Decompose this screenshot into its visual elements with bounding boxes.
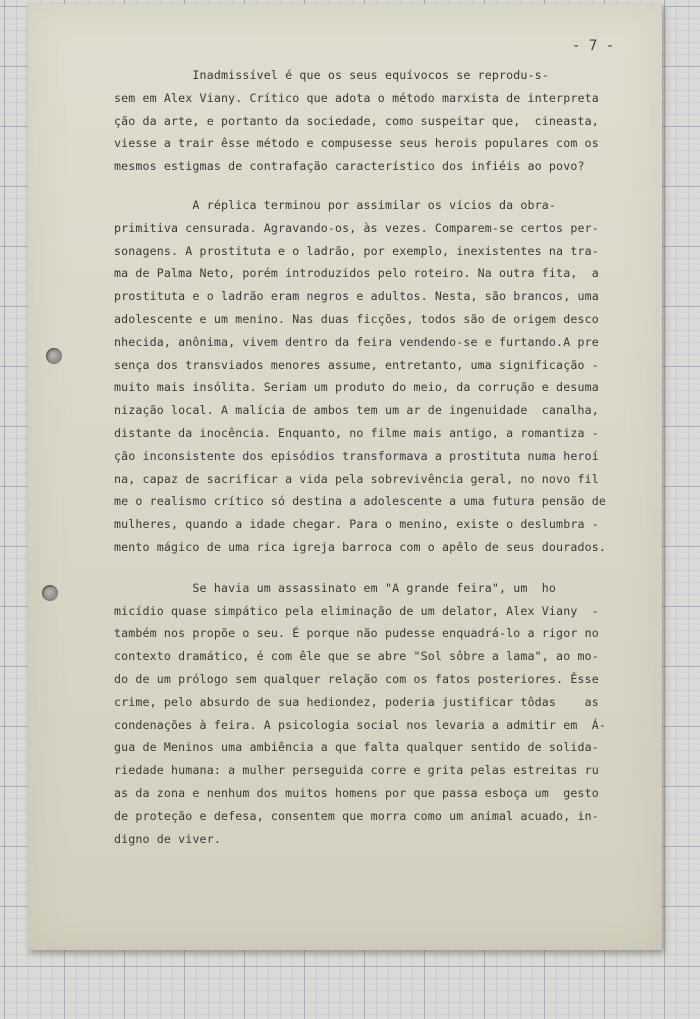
paragraph-3 — [114, 577, 654, 851]
text-line: as da zona e nenhum dos muitos homens por que passa esboça um gesto — [114, 785, 599, 800]
text-line: nização local. A malícia de ambos tem um ar de ingenuidade canalha, — [114, 403, 599, 418]
text-line: ção inconsistente dos episódios transformava a prostituta numa heroí — [114, 448, 599, 463]
text-line: crime, pelo absurdo de sua hediondez, poderia justificar tôdas as — [114, 694, 599, 709]
text-line: adolescente e um menino. Nas duas ficções, todos são de origem desco — [114, 311, 599, 326]
text-line: de proteção e defesa, consentem que morra como um animal acuado, in- — [114, 808, 599, 823]
text-line: na, capaz de sacrificar a vida pela sobrevivência geral, no novo fil — [114, 471, 599, 486]
text-line: muito mais insólita. Seriam um produto do meio, da corrução e desuma — [114, 380, 599, 395]
text-line: gua de Meninos uma ambiência a que falta qualquer sentido de solida- — [114, 740, 599, 755]
text-line: micídio quase simpático pela eliminação de um delator, Alex Viany - — [114, 603, 599, 618]
text-line: do de um prólogo sem qualquer relação com os fatos posteriores. Êsse — [114, 671, 599, 686]
text-line: distante da inocência. Enquanto, no filme mais antigo, a romantiza - — [114, 425, 599, 440]
text-line: digno de viver. — [114, 831, 221, 846]
paragraph-2 — [114, 194, 654, 559]
text-line: sença dos transviados menores assume, entretanto, uma significação - — [114, 357, 599, 372]
text-line: riedade humana: a mulher perseguida corre e grita pelas estreitas ru — [114, 763, 599, 778]
text-line: A réplica terminou por assimilar os vícios da obra- — [114, 197, 557, 212]
paragraph-1 — [114, 64, 654, 178]
text-line: condenações à feira. A psicologia social nos levaria a admitir em Á- — [114, 717, 606, 732]
punch-hole-lower — [42, 585, 58, 601]
typewritten-page — [28, 4, 662, 950]
text-line: nhecida, anônima, vivem dentro da feira vendendo-se e furtando.A pre — [114, 334, 599, 349]
text-line: mento mágico de uma rica igreja barroca com o apêlo de seus dourados. — [114, 539, 606, 554]
text-line: ção da arte, e portanto da sociedade, como suspeitar que, cineasta, — [114, 113, 599, 128]
text-line: contexto dramático, é com êle que se abre "Sol sôbre a lama", ao mo- — [114, 649, 599, 664]
text-line: viesse a trair êsse método e compusesse seus herois populares com os — [114, 136, 599, 151]
text-line: prostituta e o ladrão eram negros e adultos. Nesta, são brancos, uma — [114, 289, 599, 304]
text-line: mesmos estigmas de contrafação característico dos infiéis ao povo? — [114, 159, 585, 174]
body-text — [114, 64, 654, 850]
text-line: primitiva censurada. Agravando-os, às vezes. Comparem-se certos per- — [114, 220, 599, 235]
text-line: sem em Alex Viany. Crítico que adota o método marxista de interpreta — [114, 90, 599, 105]
punch-hole-upper — [46, 348, 62, 364]
text-line: Se havia um assassinato em "A grande feira", um ho — [114, 580, 557, 595]
text-line: também nos propõe o seu. É porque não pudesse enquadrá-lo a rigor no — [114, 626, 599, 641]
text-line: mulheres, quando a idade chegar. Para o menino, existe o deslumbra - — [114, 517, 599, 532]
text-line: ma de Palma Neto, porém introduzidos pelo roteiro. Na outra fita, a — [114, 266, 599, 281]
text-line: sonagens. A prostituta e o ladrão, por exemplo, inexistentes na tra- — [114, 243, 599, 258]
text-line: me o realismo crítico só destina a adolescente a uma futura pensão de — [114, 494, 606, 509]
text-line: Inadmissível é que os seus equívocos se reprodu-s- — [114, 68, 549, 82]
page-number: - 7 - — [572, 38, 615, 54]
